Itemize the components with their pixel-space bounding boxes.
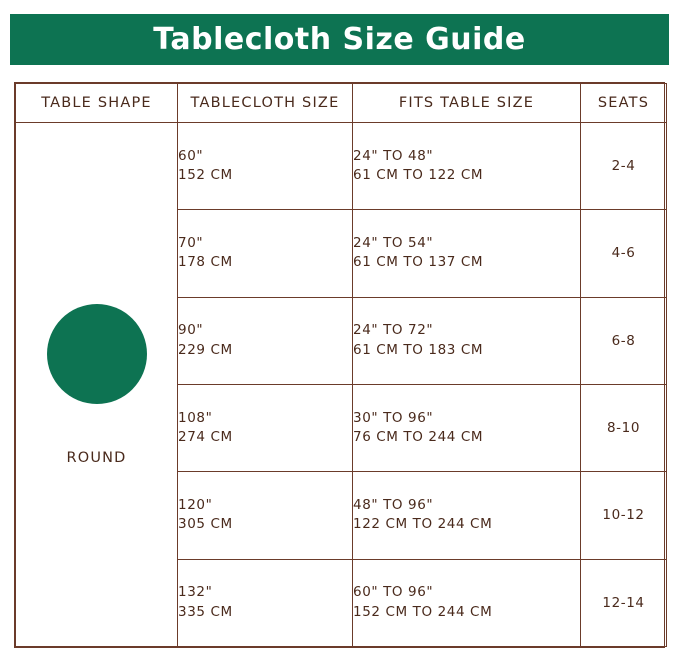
fits-size-cm: 152 CM TO 244 CM <box>353 603 493 620</box>
table-row <box>16 123 667 210</box>
cloth-size-cell <box>178 559 353 646</box>
fits-size-cell <box>353 297 581 384</box>
cloth-size-inches: 70" <box>178 234 204 251</box>
cloth-size-cm: 274 CM <box>178 429 233 446</box>
fits-size-inches: 24" TO 72" <box>353 322 434 339</box>
fits-size-inches: 60" TO 96" <box>353 584 434 601</box>
size-guide-table <box>15 83 667 647</box>
fits-size-cm: 61 CM TO 183 CM <box>353 341 484 358</box>
fits-size-cell <box>353 123 581 210</box>
fits-size-inches: 30" TO 96" <box>353 409 434 426</box>
seats-cell: 10-12 <box>581 472 667 559</box>
circle-shape-icon <box>47 304 147 404</box>
cloth-size-inches: 120" <box>178 496 213 513</box>
seats-cell: 8-10 <box>581 384 667 471</box>
fits-size-inches: 24" TO 48" <box>353 147 434 164</box>
cloth-size-cell <box>178 472 353 559</box>
cloth-size-cm: 305 CM <box>178 516 233 533</box>
shape-cell-round <box>16 123 178 647</box>
cloth-size-cell <box>178 210 353 297</box>
cloth-size-cell <box>178 384 353 471</box>
page-title: Tablecloth Size Guide <box>153 22 526 57</box>
fits-size-cm: 61 CM TO 137 CM <box>353 254 484 271</box>
seats-cell: 2-4 <box>581 123 667 210</box>
seats-cell: 4-6 <box>581 210 667 297</box>
cloth-size-cell <box>178 297 353 384</box>
fits-size-cell <box>353 210 581 297</box>
fits-size-inches: 24" TO 54" <box>353 234 434 251</box>
shape-label: ROUND <box>66 449 127 466</box>
cloth-size-cm: 335 CM <box>178 603 233 620</box>
fits-size-cell <box>353 472 581 559</box>
cloth-size-cm: 229 CM <box>178 341 233 358</box>
fits-size-cm: 61 CM TO 122 CM <box>353 167 484 184</box>
cloth-size-cm: 152 CM <box>178 167 233 184</box>
column-header-seats: SEATS <box>581 84 667 123</box>
cloth-size-inches: 90" <box>178 322 204 339</box>
seats-cell: 6-8 <box>581 297 667 384</box>
seats-cell: 12-14 <box>581 559 667 646</box>
cloth-size-inches: 108" <box>178 409 213 426</box>
cloth-size-cm: 178 CM <box>178 254 233 271</box>
cloth-size-cell <box>178 123 353 210</box>
fits-size-cm: 76 CM TO 244 CM <box>353 429 484 446</box>
cloth-size-inches: 60" <box>178 147 204 164</box>
cloth-size-inches: 132" <box>178 584 213 601</box>
fits-size-cell <box>353 559 581 646</box>
column-header-fits-table-size: FITS TABLE SIZE <box>353 84 581 123</box>
fits-size-cell <box>353 384 581 471</box>
header-banner <box>10 14 669 65</box>
column-header-table-shape: TABLE SHAPE <box>16 84 178 123</box>
size-guide-table-container <box>14 82 665 648</box>
fits-size-inches: 48" TO 96" <box>353 496 434 513</box>
table-header-row <box>16 84 667 123</box>
fits-size-cm: 122 CM TO 244 CM <box>353 516 493 533</box>
column-header-tablecloth-size: TABLECLOTH SIZE <box>178 84 353 123</box>
